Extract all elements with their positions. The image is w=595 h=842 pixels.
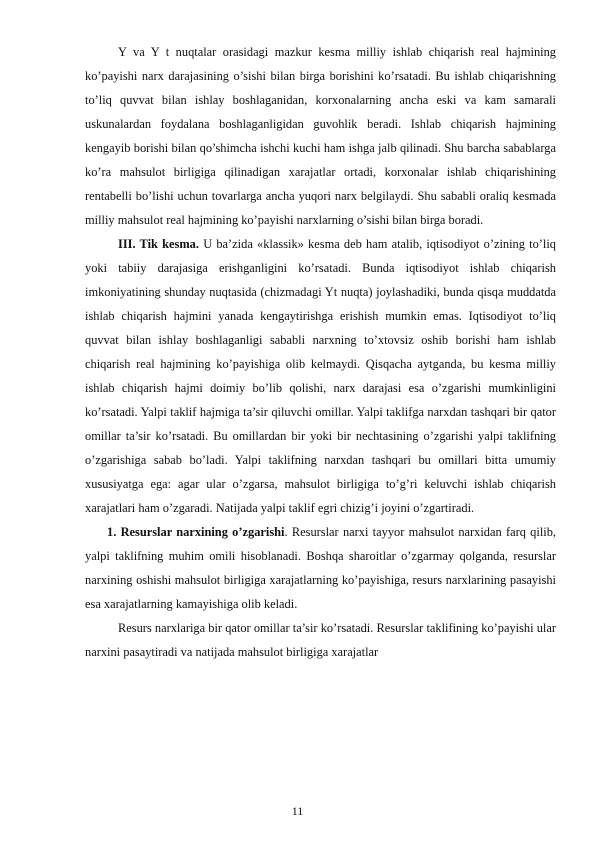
numbered-heading-resurslar: 1. Resurslar narxining o’zgarishi [107, 525, 285, 540]
paragraph-1-text: Y va Y t nuqtalar orasidagi mazkur kesma milliy ishlab chiqarish real hajmining ko’payishi narx darajasining o’sishi bilan birga borishini ko’rsatadi. Bu ishlab chiqarishning to’liq quvvat bilan ishlay boshlaganidan, korxonalarning ancha eski va kam samarali uskunalardan foydalana boshlaganligidan guvohlik beradi. Ishlab chiqarish hajmining kengayib borishi bilan qo’shimcha ishchi kuchi ham ishga jalb qilinadi. Shu barcha sabablarga ko’ra mahsulot birligiga qilinadigan xarajatlar ortadi, korxonalar ishlab chiqarishining rentabelli bo’lishi uchun tovarlarga ancha yuqori narx belgilaydi. Shu sababli oraliq kesmada milliy mahsulot real hajmining ko’payishi narxlarning o’sishi bilan birga boradi. [85, 45, 556, 228]
paragraph-1 [85, 40, 556, 232]
paragraph-3-text: . Resurslar narxi tayyor mahsulot narxidan farq qilib, yalpi taklifning muhim omili hisoblanadi. Boshqa sharoitlar o’zgarmay qolganda, resurslar narxining oshishi mahsulot birligiga xarajatlarning ko’payishiga, resurs narxlarining pasayishi esa xarajatlarning kamayishiga olib keladi. [85, 525, 556, 612]
paragraph-4-text: Resurs narxlariga bir qator omillar ta’sir ko’rsatadi. Resurslar taklifining ko’payishi ular narxini pasaytiradi va natijada mahsulot birligiga xarajatlar [85, 621, 556, 660]
paragraph-2 [85, 232, 556, 520]
document-page [85, 40, 556, 664]
paragraph-3 [85, 520, 556, 616]
paragraph-2-text: U ba’zida «klassik» kesma deb ham atalib, iqtisodiyot o’zining to’liq yoki tabiiy darajasiga erishganligini ko’rsatadi. Bunda iqtisodiyot ishlab chiqarish imkoniyatining shunday nuqtasida (chizmadagi Yt nuqta) joylashadiki, bunda qisqa muddatda ishlab chiqarish hajmini yanada kengaytirishga erishish mumkin emas. Iqtisodiyot to’liq quvvat bilan ishlay boshlaganligi sababli narxning to’xtovsiz oshib borishi ham ishlab chiqarish real hajmining ko’payishiga olib kelmaydi. Qisqacha aytganda, bu kesma milliy ishlab chiqarish hajmi doimiy bo’lib qolishi, narx darajasi esa o’zgarishi mumkinligini ko’rsatadi. Yalpi taklif hajmiga ta’sir qiluvchi omillar. Yalpi taklifga narxdan tashqari bir qator omillar ta’sir ko’rsatadi. Bu omillardan bir yoki bir nechtasining o’zgarishi yalpi taklifning o’zgarishiga sabab bo’ladi. Yalpi taklifning narxdan tashqari bu omillari bitta umumiy xususiyatga ega: agar ular o’zgarsa, mahsulot birligiga to’g’ri keluvchi ishlab chiqarish xarajatlari ham o’zgaradi. Natijada yalpi taklif egri chizig’i joyini o’zgartiradi. [85, 237, 556, 516]
paragraph-4 [85, 616, 556, 664]
page-number: 11 [291, 804, 304, 818]
section-heading-tik-kesma: III. Tik kesma. [118, 237, 199, 252]
